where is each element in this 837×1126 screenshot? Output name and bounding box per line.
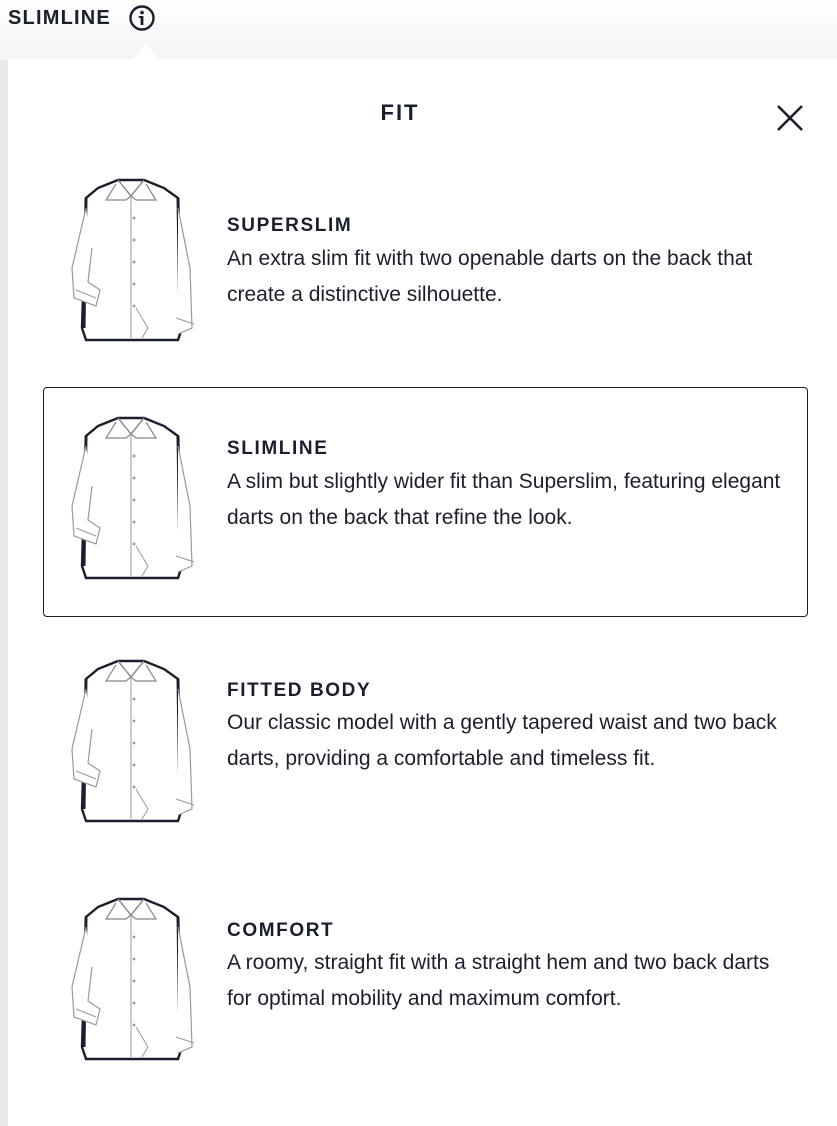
fit-option-title: SLIMLINE xyxy=(227,438,329,459)
background-strip xyxy=(0,60,8,1126)
fit-option-slimline[interactable] xyxy=(43,387,808,617)
fit-option-comfort[interactable] xyxy=(43,880,808,1090)
shirt-superslim-icon xyxy=(66,178,196,348)
modal-title: FIT xyxy=(380,100,420,125)
shirt-slimline-icon xyxy=(66,416,196,586)
shirt-comfort-icon xyxy=(66,897,196,1067)
fit-option-superslim[interactable] xyxy=(43,165,808,365)
fit-option-description: An extra slim fit with two openable darts on the back that create a distinctive silhouette. xyxy=(227,247,753,306)
info-circle-icon[interactable] xyxy=(128,4,156,32)
fit-option-title: COMFORT xyxy=(227,920,335,941)
fit-option-fitted-body[interactable] xyxy=(43,640,808,850)
top-bar xyxy=(0,0,837,60)
fit-option-title: SUPERSLIM xyxy=(227,215,353,236)
fit-option-description: A roomy, straight fit with a straight hem and two back darts for optimal mobility and maximum comfort. xyxy=(227,951,770,1010)
fit-option-description: A slim but slightly wider fit than Superslim, featuring elegant darts on the back that refine the look. xyxy=(227,470,781,529)
modal-pointer xyxy=(132,44,160,60)
selected-fit-label[interactable]: SLIMLINE xyxy=(8,7,111,29)
fit-option-description: Our classic model with a gently tapered waist and two back darts, providing a comfortable and timeless fit. xyxy=(227,711,777,770)
shirt-fitted-body-icon xyxy=(66,659,196,829)
fit-option-title: FITTED BODY xyxy=(227,680,372,701)
close-icon[interactable] xyxy=(774,102,806,134)
